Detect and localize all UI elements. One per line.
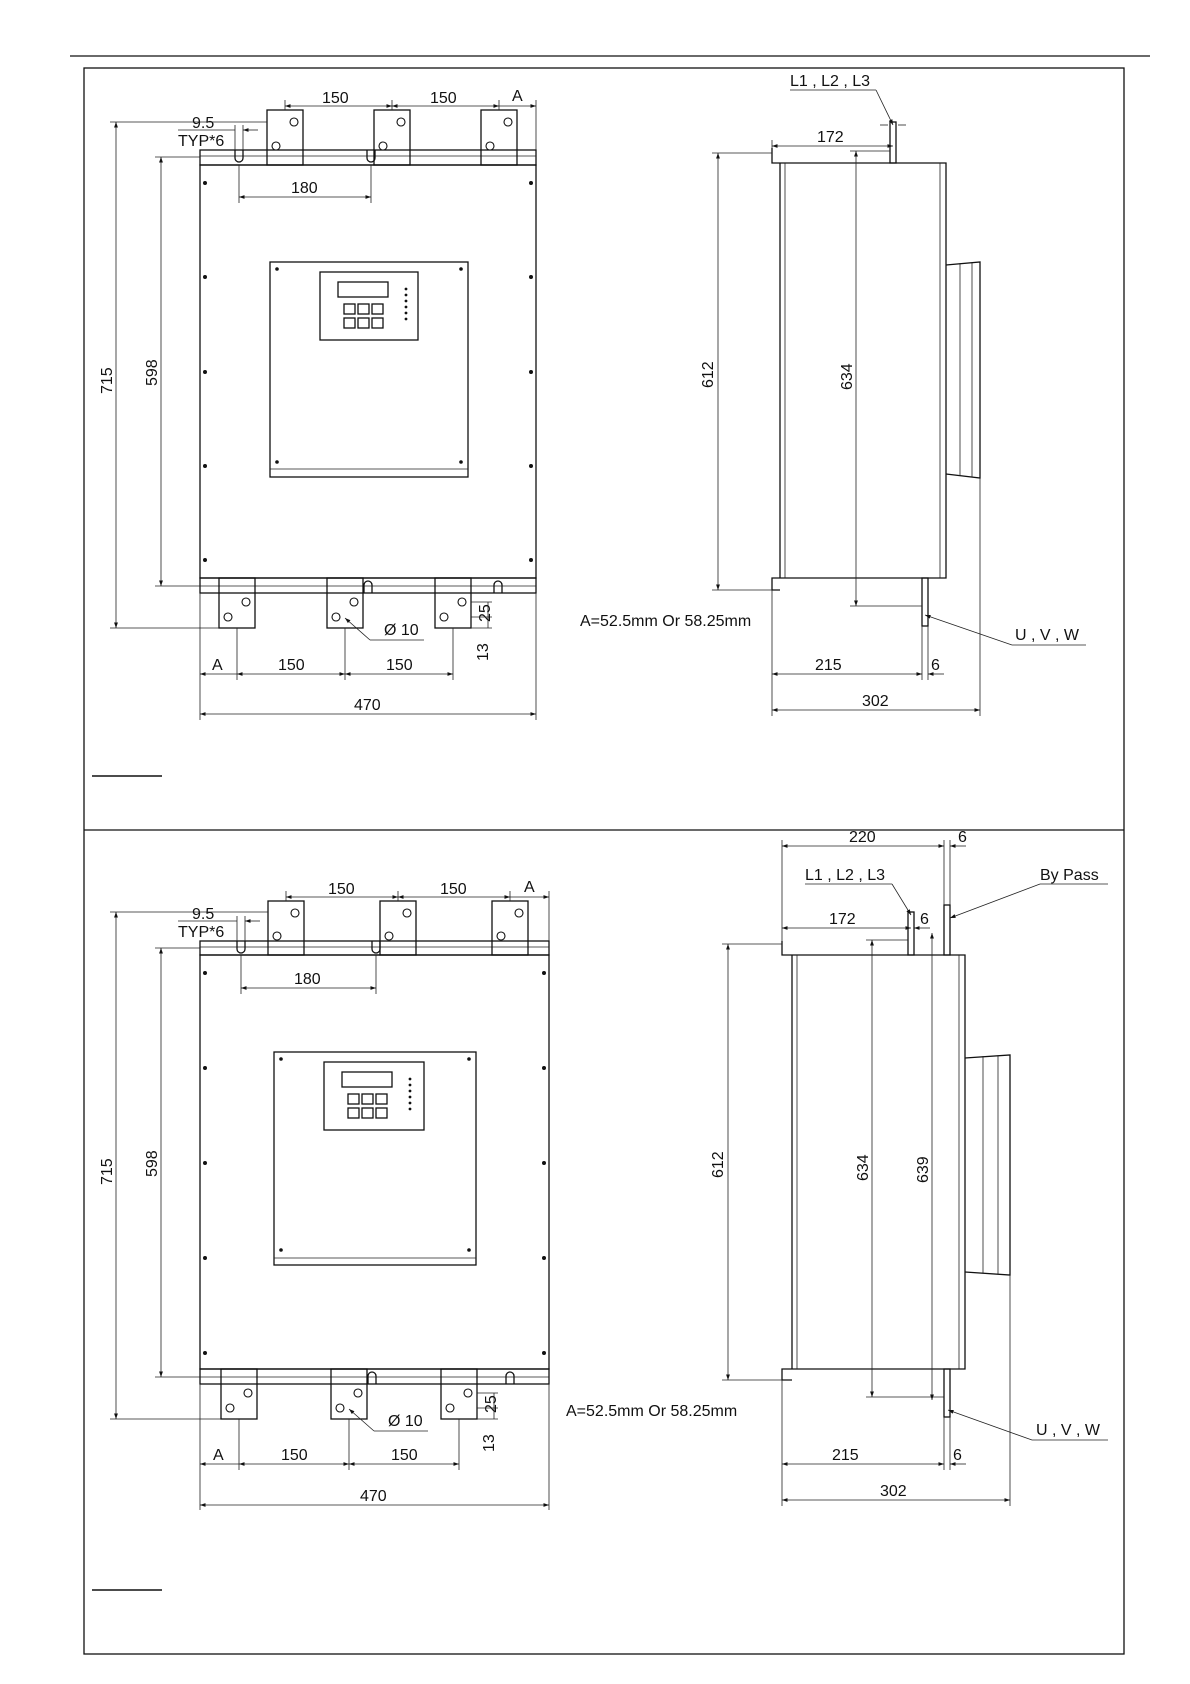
- keypad: [320, 272, 418, 340]
- dim-slot-width-label: 9.5: [192, 906, 215, 923]
- key: [344, 304, 355, 314]
- terminal-hole: [224, 613, 232, 621]
- dim-terminal-thickness-label: 6: [953, 1447, 962, 1464]
- heatsink: [965, 1055, 1010, 1275]
- dim-bottom-pitch-1-label: 150: [281, 1447, 308, 1464]
- dim-top-pitch-2-label: 150: [430, 90, 457, 107]
- mounting-slot: [494, 581, 502, 593]
- output-leader: [948, 1410, 1032, 1440]
- side-output-terminal: [922, 578, 928, 626]
- terminal-hole: [379, 142, 387, 150]
- dim-side-depth-body-label: 215: [815, 657, 842, 674]
- dim-bottom-a-label: A: [212, 657, 223, 674]
- dim-overall-height-label: 715: [99, 1158, 116, 1185]
- dim-overall-height-label: 715: [99, 367, 116, 394]
- dim-slot-typ-label: TYP*6: [178, 133, 225, 150]
- bottom-busbar: [200, 578, 536, 593]
- terminal-hole: [272, 142, 280, 150]
- heatsink: [946, 262, 980, 478]
- terminal-hole: [332, 613, 340, 621]
- key: [358, 304, 369, 314]
- dim-bottom-a-label: A: [213, 1447, 224, 1464]
- dim-bottom-pitch-1-label: 150: [278, 657, 305, 674]
- input-leader: [892, 884, 911, 915]
- top-terminal-l2: [374, 110, 410, 165]
- front-view-1: [99, 88, 751, 720]
- key: [348, 1108, 359, 1118]
- dim-terminal-height-label: 634: [839, 363, 856, 390]
- dim-side-body-height-label: 612: [700, 361, 717, 388]
- dim-slot-typ-label: TYP*6: [178, 924, 225, 941]
- key: [344, 318, 355, 328]
- dim-width-label: 470: [360, 1488, 387, 1505]
- dim-bottom-pitch-2-label: 150: [391, 1447, 418, 1464]
- dim-slot-spacing-label: 180: [291, 180, 318, 197]
- side-view-2: [710, 829, 1108, 1506]
- terminal-hole: [242, 598, 250, 606]
- keypad: [324, 1062, 424, 1130]
- lcd-display: [338, 282, 388, 297]
- input-terminal-label: L1 , L2 , L3: [790, 73, 871, 90]
- key: [348, 1094, 359, 1104]
- terminal-hole: [464, 1389, 472, 1397]
- hole-leader: [349, 1409, 374, 1431]
- side-input-terminal: [890, 122, 896, 163]
- note-a: A=52.5mm Or 58.25mm: [566, 1403, 738, 1420]
- front-view-2: [99, 879, 737, 1510]
- dim-top-pitch-1-label: 150: [328, 881, 355, 898]
- input-leader: [876, 90, 893, 125]
- dim-hole-label: Ø 10: [388, 1413, 423, 1430]
- key: [372, 304, 383, 314]
- dim-terminal-height-label: 634: [855, 1154, 872, 1181]
- dim-top-a-label: A: [512, 88, 523, 105]
- terminal-hole: [497, 932, 505, 940]
- dim-terminal-thickness-label: 6: [931, 657, 940, 674]
- terminal-hole: [486, 142, 494, 150]
- terminal-hole: [244, 1389, 252, 1397]
- bottom-busbar: [200, 1369, 549, 1384]
- side-input-terminal: [908, 912, 914, 955]
- dim-bypass-offset-label: 220: [849, 829, 876, 846]
- dim-terminal-depth-label: 13: [475, 643, 492, 661]
- key: [362, 1094, 373, 1104]
- dim-side-depth-total-label: 302: [862, 693, 889, 710]
- dim-top-pitch-1-label: 150: [322, 90, 349, 107]
- dim-terminal-offset-label: 172: [817, 129, 844, 146]
- terminal-hole: [350, 598, 358, 606]
- terminal-hole: [397, 118, 405, 126]
- key: [372, 318, 383, 328]
- dim-bottom-pitch-2-label: 150: [386, 657, 413, 674]
- terminal-hole: [226, 1404, 234, 1412]
- dim-side-depth-body-label: 215: [832, 1447, 859, 1464]
- body-screws: [203, 181, 533, 562]
- dim-width-label: 470: [354, 697, 381, 714]
- drawing-2: [92, 829, 1108, 1590]
- dim-hole-offset-label: 25: [477, 604, 494, 622]
- dim-top-pitch-2-label: 150: [440, 881, 467, 898]
- front-cover: [274, 1052, 476, 1265]
- side-body: [782, 941, 965, 1380]
- enclosure-body: [200, 955, 549, 1369]
- terminal-hole: [291, 909, 299, 917]
- note-a: A=52.5mm Or 58.25mm: [580, 613, 752, 630]
- terminal-hole: [458, 598, 466, 606]
- bypass-leader: [950, 884, 1040, 918]
- terminal-hole: [504, 118, 512, 126]
- terminal-hole: [446, 1404, 454, 1412]
- dim-bypass-thickness-label: 6: [958, 829, 967, 846]
- dim-slot-width-label: 9.5: [192, 115, 215, 132]
- terminal-hole: [440, 613, 448, 621]
- dim-side-depth-total-label: 302: [880, 1483, 907, 1500]
- dim-terminal-depth-label: 13: [481, 1434, 498, 1452]
- side-output-terminal: [944, 1369, 950, 1417]
- dim-top-a-label: A: [524, 879, 535, 896]
- terminal-hole: [273, 932, 281, 940]
- output-leader: [925, 615, 1012, 645]
- side-view-1: [700, 73, 1086, 716]
- dim-bypass-height-label: 639: [915, 1156, 932, 1183]
- bypass-terminal-label: By Pass: [1040, 867, 1099, 884]
- dim-terminal-thickness-top-label: 6: [920, 911, 929, 928]
- terminal-hole: [403, 909, 411, 917]
- enclosure-body: [200, 165, 536, 578]
- dim-body-height-label: 598: [144, 1150, 161, 1177]
- drawing-1: [92, 73, 1086, 776]
- key: [376, 1094, 387, 1104]
- key: [358, 318, 369, 328]
- top-busbar: [200, 150, 536, 165]
- dim-hole-offset-label: 25: [483, 1395, 500, 1413]
- side-bypass-terminal: [944, 905, 950, 955]
- top-terminal-l3: [481, 110, 517, 165]
- dim-hole-label: Ø 10: [384, 622, 419, 639]
- mounting-slot: [506, 1372, 514, 1384]
- dim-side-body-height-label: 612: [710, 1151, 727, 1178]
- mounting-slot: [368, 1372, 376, 1384]
- terminal-hole: [354, 1389, 362, 1397]
- body-screws: [203, 971, 546, 1355]
- dim-body-height-label: 598: [144, 359, 161, 386]
- terminal-hole: [290, 118, 298, 126]
- terminal-hole: [385, 932, 393, 940]
- terminal-hole: [336, 1404, 344, 1412]
- mounting-slot: [364, 581, 372, 593]
- dim-slot-spacing-label: 180: [294, 971, 321, 988]
- key: [362, 1108, 373, 1118]
- hole-leader: [345, 618, 370, 640]
- output-terminal-label: U , V , W: [1015, 627, 1079, 644]
- front-cover: [270, 262, 468, 477]
- output-terminal-label: U , V , W: [1036, 1422, 1100, 1439]
- top-terminal-l1: [267, 110, 303, 165]
- key: [376, 1108, 387, 1118]
- dim-terminal-offset-label: 172: [829, 911, 856, 928]
- input-terminal-label: L1 , L2 , L3: [805, 867, 886, 884]
- side-body: [772, 148, 946, 590]
- terminal-hole: [515, 909, 523, 917]
- lcd-display: [342, 1072, 392, 1087]
